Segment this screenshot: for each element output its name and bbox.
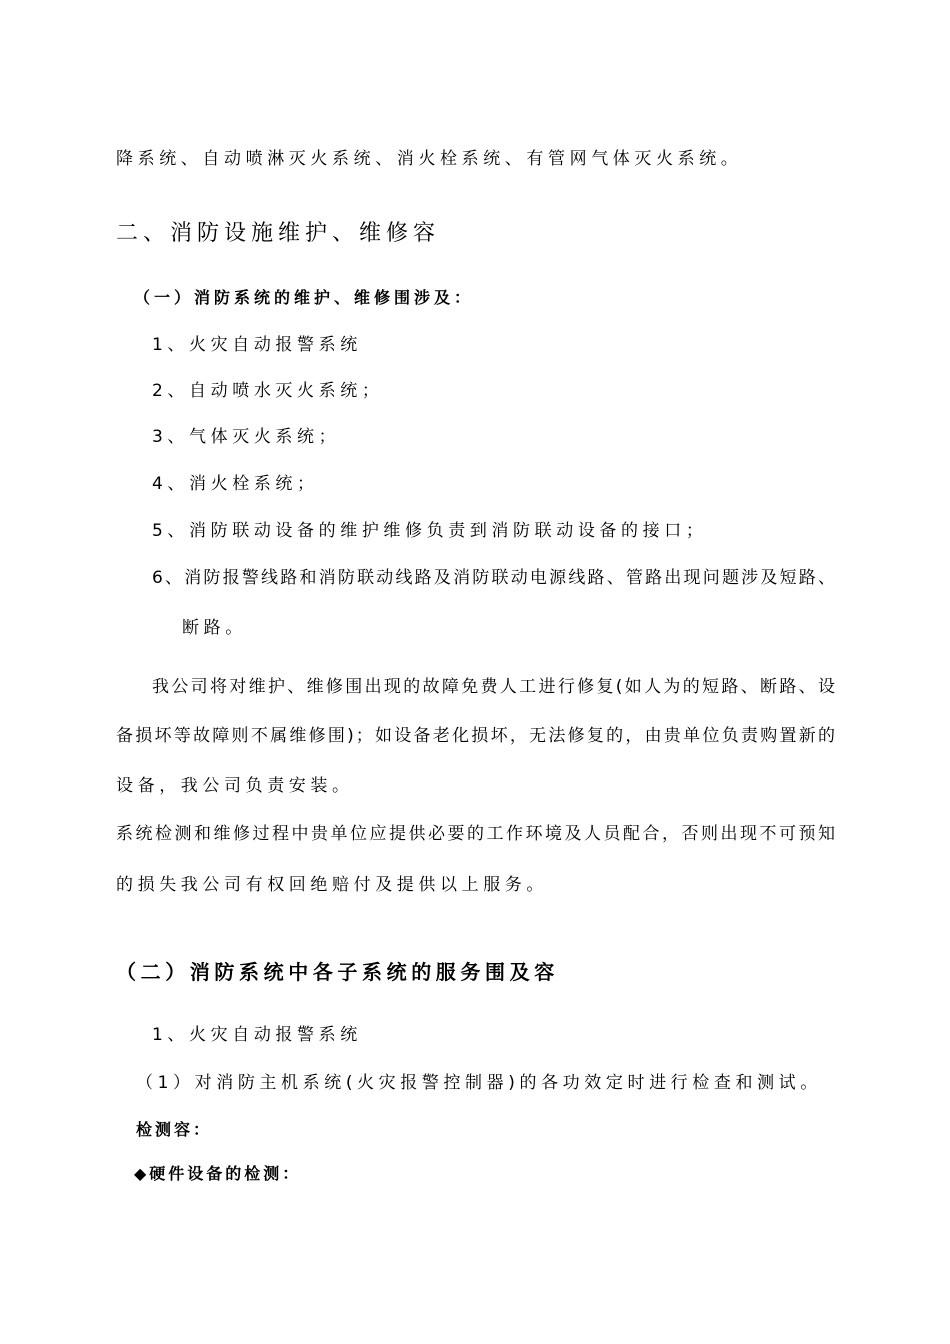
- sub-two-detail: （1）对消防主机系统(火灾报警控制器)的各功效定时进行检查和测试。: [136, 1073, 822, 1093]
- sub-two-title: （二）消防系统中各子系统的服务围及容: [116, 960, 559, 984]
- list-item: 3、气体灭火系统；: [152, 427, 341, 447]
- list-item: 2、自动喷水灭火系统；: [152, 381, 384, 401]
- intro-line: 降系统、自动喷淋灭火系统、消火栓系统、有管网气体灭火系统。: [116, 149, 743, 169]
- sub-one-title: （一）消防系统的维护、维修围涉及：: [134, 288, 475, 307]
- list-item: 6、消防报警线路和消防联动线路及消防联动电源线路、管路出现问题涉及短路、: [152, 568, 837, 588]
- paragraph-two-line: 的损失我公司有权回绝赔付及提供以上服务。: [116, 875, 548, 895]
- hardware-label: ◆硬件设备的检测：: [134, 1164, 302, 1183]
- sub-two-item: 1、火灾自动报警系统: [152, 1025, 362, 1045]
- section-two-title: 二、消防设施维护、维修容: [116, 221, 441, 246]
- paragraph-two-line: 系统检测和维修过程中贵单位应提供必要的工作环境及人员配合，否则出现不可预知: [116, 824, 837, 844]
- inspection-label: 检测容：: [136, 1120, 213, 1139]
- list-item-continuation: 断路。: [182, 618, 247, 638]
- paragraph-one-line: 设备，我公司负责安装。: [116, 776, 354, 796]
- paragraph-one-line: 我公司将对维护、维修围出现的故障免费人工进行修复(如人为的短路、断路、设: [152, 677, 837, 697]
- list-item: 5、消防联动设备的维护维修负责到消防联动设备的接口；: [152, 521, 708, 541]
- list-item: 1、火灾自动报警系统: [152, 335, 362, 355]
- list-item: 4、消火栓系统；: [152, 474, 319, 494]
- paragraph-one-line: 备损坏等故障则不属维修围)；如设备老化损坏，无法修复的，由贵单位负责购置新的: [116, 726, 837, 746]
